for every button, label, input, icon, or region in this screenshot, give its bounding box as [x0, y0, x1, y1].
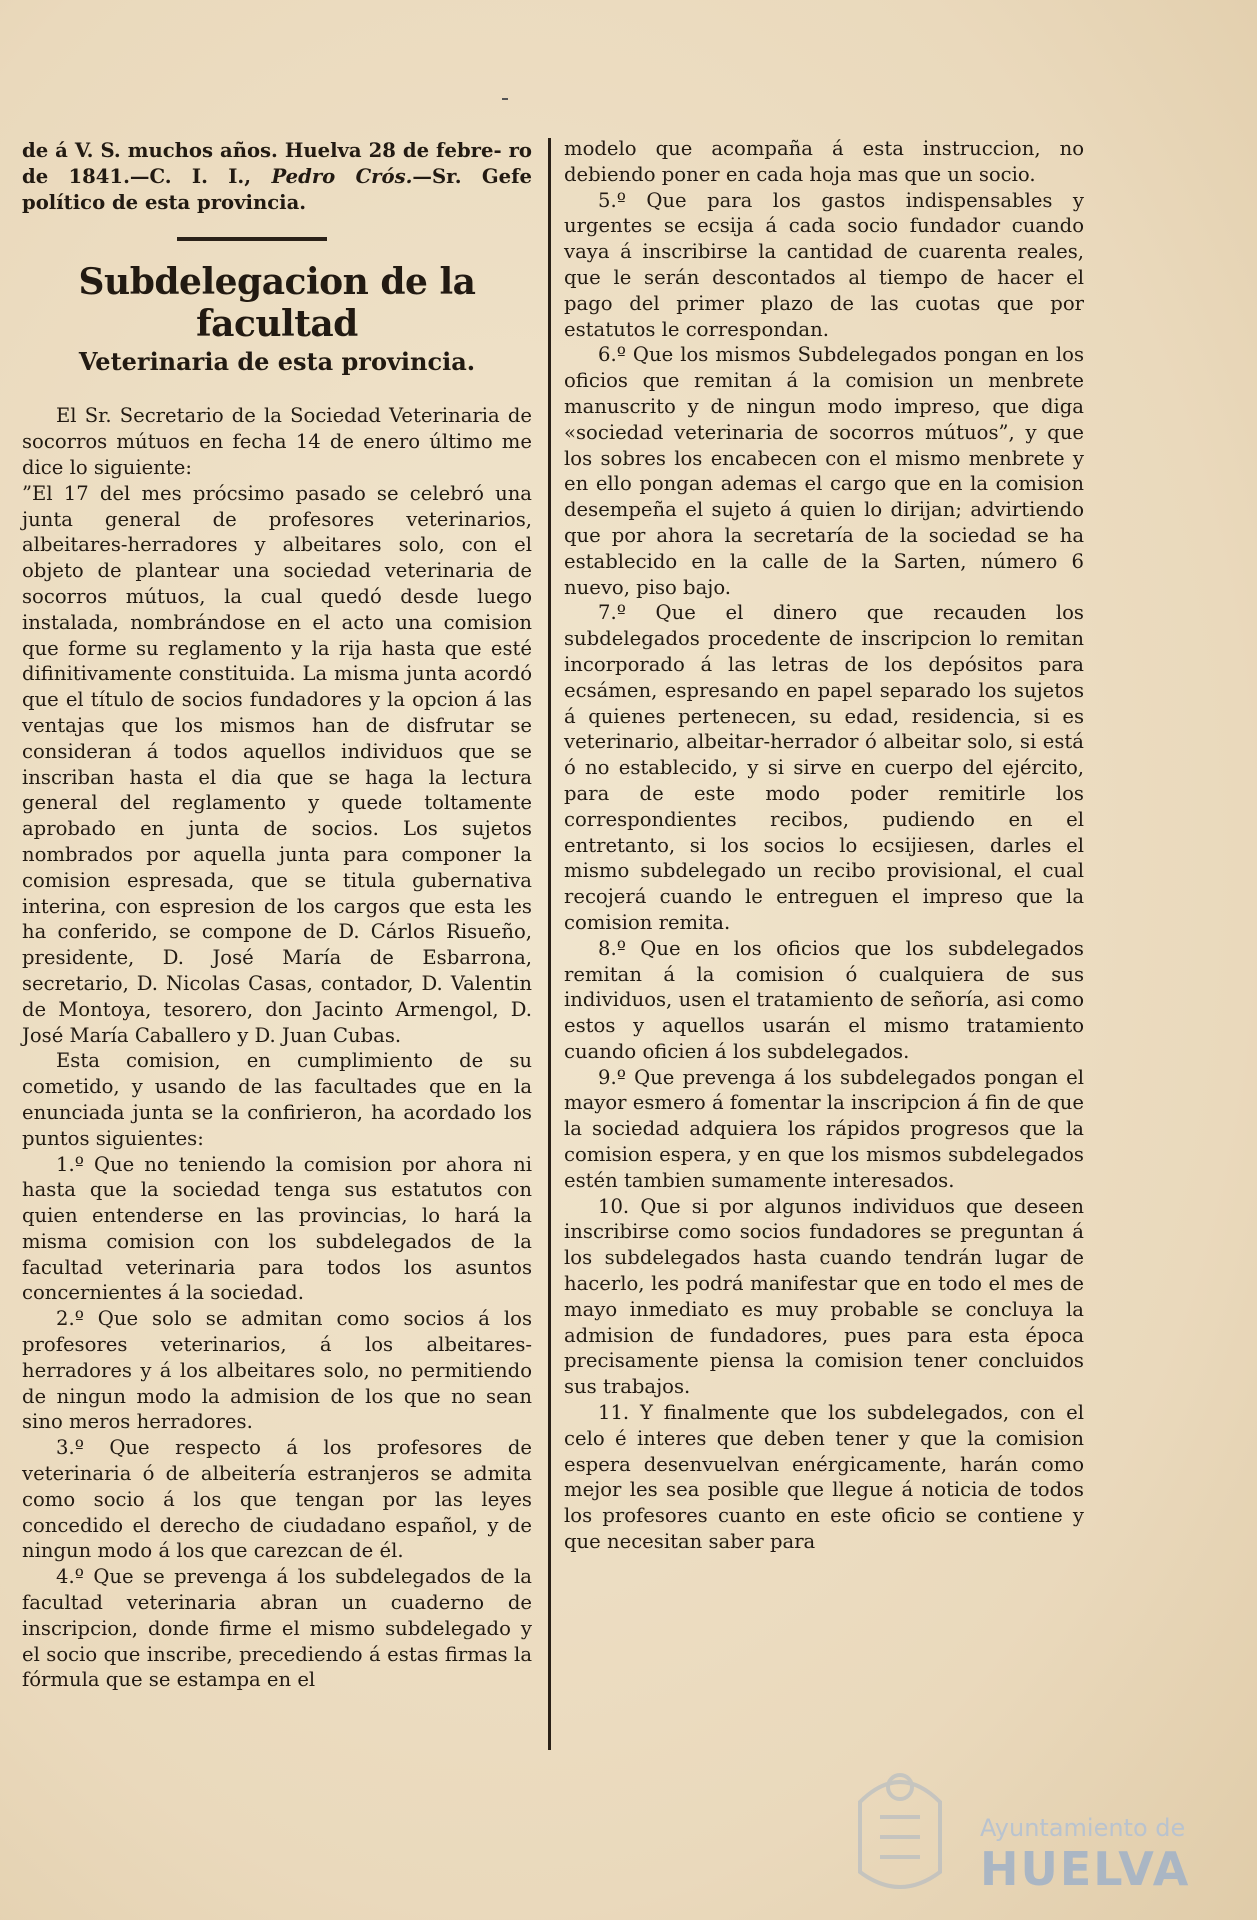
left-column	[22, 138, 532, 1693]
column-divider	[548, 138, 551, 1750]
point-9: 9.º Que prevenga á los subdelegados pongan el mayor esmero á fomentar la inscripcion á fin de que la sociedad adquiera los rápidos progresos que la comision espera, y en que los mismos subdelegados estén tambien sumamente interesados.	[564, 1065, 1084, 1192]
point-4-continued: modelo que acompaña á esta instruccion, no debiendo poner en cada hoja mas que un socio.	[564, 137, 1084, 186]
point-5: 5.º Que para los gastos indispensables y urgentes se ecsija á cada socio fundador cuando vaya á inscribirse la cantidad de cuarenta reales, que le serán descontados al tiempo de hacer el pago del primer plazo de las cuotas que por estatutos le correspondan.	[564, 188, 1084, 341]
point-2: 2.º Que solo se admitan como socios á los profesores veterinarios, á los albeitares-herradores y á los albeitares solo, no permitiendo de ningun modo la admision de los que no sean sino meros herradores.	[22, 1307, 532, 1434]
right-column	[564, 136, 1084, 1555]
point-8: 8.º Que en los oficios que los subdelegados remitan á la comision ó cualquiera de sus individuos, usen el tratamiento de señoría, asi como estos y aquellos usarán el mismo tratamiento cuando oficien á los subdelegados.	[564, 936, 1084, 1063]
watermark-line-2: HUELVA	[980, 1842, 1191, 1896]
section-subtitle: Veterinaria de esta provincia.	[78, 347, 476, 377]
section-divider	[177, 237, 327, 241]
intro-paragraph: El Sr. Secretario de la Sociedad Veterinaria de socorros mútuos en fecha 14 de enero último me dice lo siguiente:	[22, 404, 532, 479]
point-3: 3.º Que respecto á los profesores de veterinaria ó de albeitería estranjeros se admita como socio á los que tengan por las leyes concedido el derecho de ciudadano español, y de ningun modo á los que carezcan de él.	[22, 1436, 532, 1563]
commission-paragraph: Esta comision, en cumplimiento de su cometido, y usando de las facultades que en la enunciada junta se la confirieron, ha acordado los puntos siguientes:	[22, 1049, 532, 1150]
point-6: 6.º Que los mismos Subdelegados pongan en los oficios que remitan á la comision un menbrete manuscrito y de ningun modo impreso, que diga «sociedad veterinaria de socorros mútuos”, y que los sobres los encabecen con el mismo menbrete y en ello pongan ademas el cargo que en la comision desempeña el sujeto á quien lo dirijan; advirtiendo que por ahora la secretaría de la sociedad se ha establecido en la calle de la Sarten, número 6 nuevo, piso bajo.	[564, 343, 1084, 599]
section-title: Subdelegacion de la facultad	[78, 261, 476, 346]
point-10: 10. Que si por algunos individuos que deseen inscribirse como socios fundadores se preguntan á los subdelegados hasta cuando tendrán lugar de hacerlo, les podrá manifestar que en todo el mes de mayo inmediato es muy probable se concluya la admision de fundadores, pues para esta época precisamente piensa la comision tener concluidos sus trabajos.	[564, 1194, 1084, 1399]
point-11: 11. Y finalmente que los subdelegados, con el celo é interes que deben tener y que la comision espera desenvuelvan enérgicamente, harán como mejor les sea posible que llegue á noticia de todos los profesores cuanto en este oficio se contiene y que necesitan saber para	[564, 1401, 1084, 1554]
watermark-line-1: Ayuntamiento de	[980, 1814, 1186, 1842]
point-4: 4.º Que se prevenga á los subdelegados de la facultad veterinaria abran un cuaderno de inscripcion, donde firme el mismo subdelegado y el socio que inscribe, precediendo á estas firmas la fórmula que se estampa en el	[22, 1565, 532, 1692]
point-7: 7.º Que el dinero que recauden los subdelegados procedente de inscripcion lo remitan incorporado á las letras de los depósitos para ecsámen, espresando en papel separado los sujetos á quienes pertenecen, su edad, residencia, si es veterinario, albeitar-herrador ó albeitar solo, si está ó no establecido, y si sirve en cuerpo del ejército, para de este modo poder remitirle los correspondientes recibos, pudiendo en el entretanto, si los socios lo ecsijiesen, darles el mismo subdelegado un recibo provisional, el cual recojerá cuando le entreguen el impreso que la comision remita.	[564, 601, 1084, 934]
point-1: 1.º Que no teniendo la comision por ahora ni hasta que la sociedad tenga sus estatutos con quien entenderse en las provincias, lo hará la misma comision con los subdelegados de la facultad veterinaria para todos los asuntos concernientes á la sociedad.	[22, 1152, 532, 1305]
closing-line: de á V. S. muchos años. Huelva 28 de febre- ro de 1841.—C. I. I., Pedro Crós.—Sr. Gefe político de esta provincia.	[22, 139, 532, 214]
quote-paragraph: ”El 17 del mes prócsimo pasado se celebró una junta general de profesores veterinarios, albeitares-herradores y albeitares solo, con el objeto de plantear una sociedad veterinaria de socorros mútuos, la cual quedó desde luego instalada, nombrándose en el acto una comision que forme su reglamento y la rija hasta que esté difinitivamente constituida. La misma junta acordó que el título de socios fundadores y la opcion á las ventajas que los mismos han de disfrutar se consideran á todos aquellos individuos que se inscriban hasta el dia que se haga la lectura general del reglamento y quede toltamente aprobado en junta de socios. Los sujetos nombrados por aquella junta para componer la comision espresada, que se titula gubernativa interina, con espresion de los cargos que esta les ha conferido, se compone de D. Cárlos Risueño, presidente, D. José María de Esbarrona, secretario, D. Nicolas Casas, contador, D. Valentin de Montoya, tesorero, don Jacinto Armengol, D. José María Caballero y D. Juan Cubas.	[22, 481, 532, 1047]
ink-mark	[502, 98, 508, 100]
